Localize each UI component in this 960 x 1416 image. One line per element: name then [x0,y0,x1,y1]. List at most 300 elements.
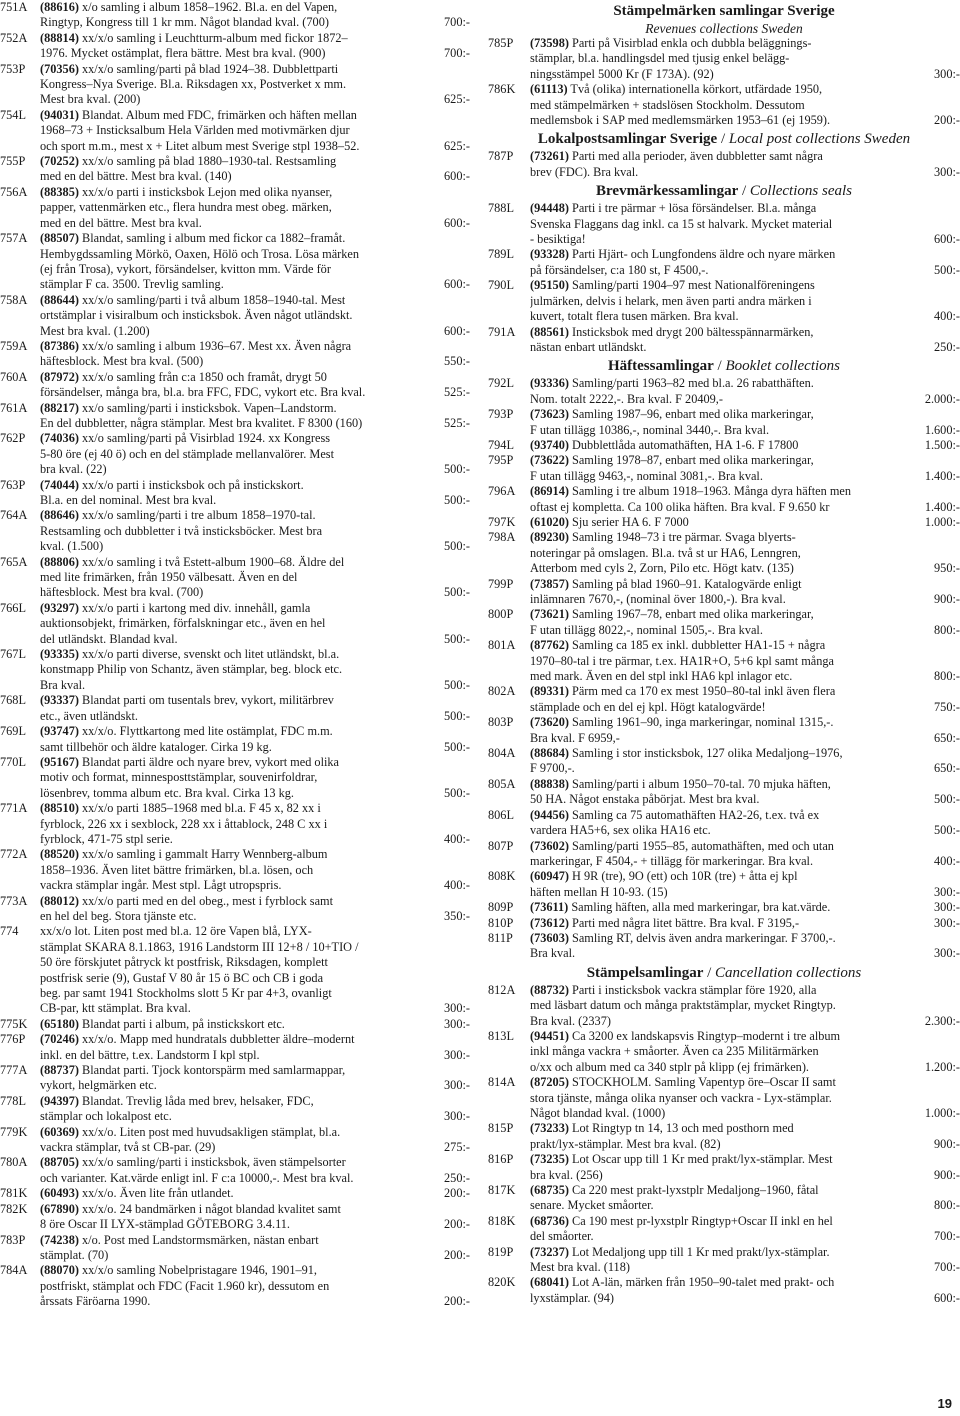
lot-item [488,484,960,515]
lot-text: med läsbart datum och många praktstämplar, mycket Ringtyp. [530,998,836,1013]
lot-text: (74044) xx/x/o parti i insticksbok och på instickskort. [40,477,304,492]
lot-text: motiv och format, minnesposttstämplar, souvenirfoldrar, [40,770,318,785]
lot-line [40,277,470,292]
lot-number: 764A [0,508,28,523]
lot-number: 765A [0,554,28,569]
lot-price: 400:- [934,309,960,324]
lot-price: 600:- [444,169,470,184]
lot-number: 770L [0,754,26,769]
lot-text: årssats Färöarna 1990. [40,1294,151,1309]
lot-line [530,263,960,278]
lot-description [530,1183,960,1214]
lot-price: 800:- [934,622,960,637]
lot-number: 783P [0,1232,26,1247]
lot-number: 791A [488,324,516,339]
lot-number: 762P [0,431,26,446]
lot-line [530,1152,960,1167]
lot-description [40,1263,470,1309]
lot-text: Bra kval. [40,677,86,692]
lot-number: 763P [0,477,26,492]
lot-price: 550:- [444,354,470,369]
lot-line [530,82,960,97]
lot-price: 1.200:- [924,1059,960,1074]
lot-text: (68041) Lot A-län, märken från 1950–90-talet med prakt- och [530,1275,835,1290]
lot-item [0,555,470,601]
lot-line [40,0,470,15]
lot-line [40,1279,470,1294]
lot-text: medlemsbok i SAP med medlemsmärken 1953–61 (ej 1959). [530,113,831,128]
lot-line [40,1001,470,1016]
lot-line [530,438,960,453]
lot-line [40,370,470,385]
lot-text: Ringtyp, Kongress till 1 kr mm. Något blandad kval. (700) [40,15,329,30]
lot-line [530,278,960,293]
lot-price: 950:- [934,561,960,576]
section-heading: Stämpelsamlingar / Cancellation collections [586,964,862,981]
lot-line [40,909,470,924]
lot-line [40,1233,470,1248]
lot-price: 300:- [934,164,960,179]
lot-text: nästan enbart utländskt. [530,339,647,354]
lot-item [0,62,470,108]
lot-item [0,647,470,693]
lot-text: (88705) xx/x/o samling/parti i insticksbok, även stämpelsorter [40,1155,346,1170]
lot-description [530,484,960,515]
lot-line [40,62,470,77]
lot-text: (60493) xx/x/o. Även lite från utlandet. [40,1186,234,1201]
lot-text: (88510) xx/x/o parti 1885–1968 med bl.a. F 45 x, 82 xx i [40,801,321,816]
lot-description [40,1155,470,1186]
lot-line [530,392,960,407]
lot-price: 300:- [934,900,960,915]
lot-description [40,1186,470,1201]
lot-description [40,647,470,693]
lot-line [530,869,960,884]
lot-item [0,1263,470,1309]
lot-description [40,1063,470,1094]
lot-line [40,1078,470,1093]
lot-number: 786K [488,82,516,97]
lot-line [530,983,960,998]
lot-text: (87762) Samling ca 185 ex inkl. dubbletter HA1-15 + några [530,638,826,653]
lot-line [530,340,960,355]
lot-text: (88646) xx/x/o samling/parti i tre album 1858–1970-tal. [40,508,316,523]
lot-line [40,401,470,416]
lot-number: 802A [488,684,516,699]
lot-number: 777A [0,1063,28,1078]
lot-line [40,447,470,462]
lot-item [488,746,960,777]
lot-line [40,1217,470,1232]
lot-line [40,216,470,231]
lot-line [40,570,470,585]
lot-text: prakt/lyx-stämplar. Mest bra kval. (82) [530,1136,721,1151]
lot-line [530,232,960,247]
lot-description [530,1152,960,1183]
lot-price: 1.400:- [924,468,960,483]
lot-line [40,539,470,554]
lot-text: vykort, helgmärken etc. [40,1078,157,1093]
lot-text: Bra kval. [530,946,576,961]
lot-description [40,1125,470,1156]
lot-text: F 9700,-. [530,761,575,776]
lot-price: 500:- [444,631,470,646]
lot-line [530,669,960,684]
lot-price: 500:- [444,462,470,477]
lot-price: 500:- [934,792,960,807]
lot-text: - besiktiga! [530,232,586,247]
lot-item [0,1125,470,1156]
lot-text: F utan tillägg 10386,-, nominal 3440,-. Bra kval. [530,422,770,437]
lot-item [0,1202,470,1233]
lot-item [0,755,470,801]
lot-description [530,607,960,638]
lot-price: 200:- [934,113,960,128]
lot-description [530,746,960,777]
lot-price: 300:- [934,66,960,81]
lot-line [530,715,960,730]
lot-item [488,1029,960,1075]
lot-description [40,724,470,755]
lot-text: inkl. en del bättre, t.ex. Landstorm I kpl stpl. [40,1047,260,1062]
lot-price: 300:- [444,1109,470,1124]
lot-line [40,508,470,523]
lot-text: (65180) Blandat parti i album, på instickskort etc. [40,1016,285,1031]
lot-number: 789L [488,247,514,262]
lot-price: 500:- [444,585,470,600]
lot-number: 820K [488,1275,516,1290]
lot-line [40,1171,470,1186]
lot-number: 807P [488,838,514,853]
lot-text: (93740) Dubblettlåda automathäften, HA 1-6. F 17800 [530,437,799,452]
lot-text: häftesblock. Mest bra kval. (500) [40,354,204,369]
lot-number: 754L [0,107,26,122]
lot-price: 900:- [934,1167,960,1182]
lot-item [488,376,960,407]
lot-price: 650:- [934,761,960,776]
lot-number: 775K [0,1016,28,1031]
lot-item [488,777,960,808]
lot-number: 785P [488,36,514,50]
lot-line [530,808,960,823]
lot-price: 275:- [444,1140,470,1155]
lot-price: 300:- [444,1016,470,1031]
lot-text: (73621) Samling 1967–78, enbart med olika markeringar, [530,607,814,622]
lot-line [530,1014,960,1029]
lot-line [530,1183,960,1198]
lot-description [530,376,960,407]
lot-number: 766L [0,600,26,615]
lot-text: (88616) x/o samling i album 1858–1962. Bl.a. en del Vapen, [40,0,338,14]
lot-text: samt tillbehör och äldre kataloger. Cirka 19 kg. [40,739,272,754]
lot-text: 1858–1936. Även litet bättre frimärken, bl.a. lösen, och [40,862,314,877]
lot-number: 811P [488,930,513,945]
lot-item [0,339,470,370]
lot-line [530,1275,960,1290]
lot-description [530,407,960,438]
lot-description [530,82,960,128]
lot-line [40,247,470,262]
lot-description [530,247,960,278]
lot-item [0,31,470,62]
lot-number: 795P [488,453,514,468]
lot-description [530,1075,960,1121]
lot-text: häften mellan H 10-93. (15) [530,884,668,899]
lot-text: 8 öre Oscar II LYX-stämplad GÖTEBORG 3.4.11. [40,1217,291,1232]
lot-description [530,515,960,530]
lot-text: (88385) xx/x/o parti i insticksbok Lejon med olika nyanser, [40,184,333,199]
lot-line [40,955,470,970]
lot-description [530,839,960,870]
lot-text: på försändelser, c:a 180 st, F 4500,-. [530,262,709,277]
lot-line [40,431,470,446]
lot-line [530,165,960,180]
lot-text: postfrisk serie (9), Gustaf V 80 år 15 ö BC och CB i goda [40,970,324,985]
lot-line [40,92,470,107]
lot-text: (94456) Samling ca 75 automathäften HA2-26, t.ex. två ex [530,807,820,822]
lot-price: 500:- [444,493,470,507]
lot-line [40,139,470,154]
lot-item [488,247,960,278]
lot-price: 1.400:- [924,499,960,514]
lot-price: 750:- [934,699,960,714]
lot-item [488,1245,960,1276]
lot-description [40,108,470,154]
left-column [0,0,470,1310]
lot-description [40,693,470,724]
lot-number: 759A [0,338,28,353]
lot-line [40,740,470,755]
lot-number: 787P [488,149,514,164]
lot-item [0,185,470,231]
lot-line [40,185,470,200]
lot-number: 814A [488,1075,516,1090]
lot-description [40,1032,470,1063]
lot-line [530,1060,960,1075]
lot-text: (89331) Pärm med ca 170 ex mest 1950–80-tal inkl även flera [530,684,836,699]
lot-description [530,1214,960,1245]
lot-text: (87386) xx/x/o samling i album 1936–67. Mest xx. Även några [40,338,352,353]
lot-line [40,616,470,631]
lot-price: 250:- [444,1170,470,1185]
lot-line [40,1155,470,1170]
lot-price: 650:- [934,730,960,745]
lot-line [530,1137,960,1152]
lot-text: (70356) xx/x/o samling/parti på blad 1924–38. Dubblettparti [40,61,339,76]
lot-price: 625:- [444,92,470,107]
lot-number: 800P [488,607,514,622]
lot-text: fyrblock, 226 xx i sexblock, 228 xx i åttablock, 248 C xx i [40,816,328,831]
lot-line [40,339,470,354]
lot-text: med mark. Även en del stpl inkl HA6 kpl inlagor etc. [530,669,793,684]
lot-text: (70252) xx/x/o samling på blad 1880–1930-tal. Restsamling [40,154,337,169]
lot-line [40,1109,470,1124]
lot-line [530,469,960,484]
lot-item [488,1121,960,1152]
lot-number: 793P [488,407,514,422]
lot-text: (73611) Samling häften, alla med markeringar, bra kat.värde. [530,900,831,915]
section-title-english: Cancellation collections [715,964,862,981]
lot-description [40,601,470,647]
lot-line [40,555,470,570]
section-title-swedish: Stämpelsamlingar [586,964,704,981]
lot-line [530,792,960,807]
lot-line [40,940,470,955]
lot-line [530,916,960,931]
lot-line [530,530,960,545]
lot-price: 600:- [444,323,470,338]
lot-text: Mest bra kval. (1.200) [40,323,150,338]
lot-line [530,98,960,113]
lot-text: (73603) Samling RT, delvis även andra markeringar. F 3700,-. [530,930,836,945]
lot-description [40,370,470,401]
lot-text: kval. (1.500) [40,539,104,554]
lot-price: 300:- [444,1078,470,1093]
lot-number: 774 [0,924,19,939]
lot-price: 1.500:- [924,437,960,452]
lot-text: (68735) Ca 220 mest prakt-lyxstplr Medaljong–1960, fåtal [530,1183,819,1198]
lot-text: (93328) Parti Hjärt- och Lungfondens äldre och nyare märken [530,247,836,262]
lot-line [530,654,960,669]
lot-item [0,1094,470,1125]
lot-price: 900:- [934,592,960,606]
lot-description [40,185,470,231]
lot-item [488,149,960,180]
lot-description [530,808,960,839]
lot-text: (73233) Lot Ringtyp tn 14, 13 och med posthorn med [530,1121,794,1136]
lot-number: 815P [488,1121,514,1136]
lot-item [0,693,470,724]
lot-number: 752A [0,30,28,45]
lot-description [40,555,470,601]
lot-item [488,1075,960,1121]
lot-price: 500:- [934,262,960,277]
lot-text: (88644) xx/x/o samling/parti i två album 1858–1940-tal. Mest [40,292,346,307]
lot-item [0,231,470,293]
lot-price: 800:- [934,669,960,684]
lot-line [40,678,470,693]
lot-line [530,423,960,438]
lot-text: fyrblock, 471-75 stpl serie. [40,831,173,846]
lot-item [0,108,470,154]
lot-text: auktionsobjekt, frimärken, förfalskningar etc., även en hel [40,616,326,631]
lot-line [40,601,470,616]
lot-item [0,924,470,1016]
lot-description [40,1094,470,1125]
lot-line [530,777,960,792]
lot-description [530,638,960,684]
lot-price: 525:- [444,385,470,400]
lot-line [530,1106,960,1121]
lot-description [530,983,960,1029]
lot-number: 751A [0,0,28,14]
lot-description [40,231,470,293]
lot-description [40,401,470,432]
lot-line [530,515,960,530]
lot-description [530,1121,960,1152]
lot-item [0,847,470,893]
lot-price: 600:- [934,232,960,247]
lot-price: 200:- [444,1247,470,1262]
lot-line [40,847,470,862]
lot-number: 799P [488,576,514,591]
lot-number: 776P [0,1032,26,1047]
lot-number: 818K [488,1213,516,1228]
lot-line [530,1260,960,1275]
lot-line [40,31,470,46]
lot-description [40,478,470,509]
lot-price: 600:- [934,1290,960,1305]
lot-description [530,1029,960,1075]
lot-number: 753P [0,61,26,76]
lot-description [530,1245,960,1276]
lot-description [530,931,960,962]
lot-item [488,438,960,453]
lot-item [488,1183,960,1214]
lot-description [40,847,470,893]
lot-line [530,1091,960,1106]
lot-item [0,601,470,647]
lot-line [530,746,960,761]
lot-line [530,607,960,622]
lot-text: (88806) xx/x/o samling i två Estett-album 1900–68. Äldre del [40,554,345,569]
lot-text: 5-80 öre (ej 40 ö) och en del stämplade mellanvalörer. Mest [40,446,335,461]
lot-line [530,309,960,324]
lot-number: 779K [0,1124,28,1139]
lot-text: ortstämplar i visiralbum och insticksbok. Även något utländskt. [40,308,353,323]
lot-number: 782K [0,1201,28,1216]
lot-text: (73612) Parti med några litet bättre. Bra kval. F 3195,- [530,915,800,930]
lot-text: (88838) Samling/parti i album 1950–70-tal. 70 mjuka häften, [530,776,831,791]
lot-description [40,924,470,1016]
lot-item [0,1186,470,1201]
lot-text: (88507) Blandat, samling i album med fickor ca 1882–framåt. [40,231,346,246]
lot-text: Något blandad kval. (1000) [530,1106,666,1120]
lot-item [0,293,470,339]
lot-line [40,786,470,801]
lot-description [40,154,470,185]
lot-text: (68736) Ca 190 mest pr-lyxstplr Ringtyp+Oscar II inkl en hel [530,1213,833,1228]
lot-text: bra kval. (256) [530,1167,603,1182]
lot-line [530,854,960,869]
section-subtitle: Revenues collections Sweden [645,21,803,36]
lot-text: (88520) xx/x/o samling i gammalt Harry Wennberg-album [40,847,328,862]
lot-line [530,839,960,854]
lot-line [530,900,960,915]
lot-description [530,453,960,484]
lot-line [530,113,960,128]
lot-price: 2.300:- [924,1013,960,1028]
lot-item [0,0,470,31]
lot-number: 813L [488,1028,514,1043]
lot-text: (73237) Lot Medaljong upp till 1 Kr med prakt/lyx-stämplar. [530,1244,830,1259]
lot-line [40,123,470,138]
lot-line [530,998,960,1013]
lot-number: 805A [488,776,516,791]
lot-text: Bra kval. F 6959,- [530,730,620,745]
lot-line [40,493,470,508]
lot-line [40,324,470,339]
section-heading: Lokalpostsamlingar Sverige / Local post collections Sweden [537,131,911,148]
lot-text: Kongress–Nya Sverige. Bl.a. Riksdagen xx, Postverket x mm. [40,77,347,92]
lot-line [530,1229,960,1244]
lot-description [530,201,960,247]
lot-text: Nom. totalt 2222,-. Bra kval. F 20409,- [530,391,723,406]
lot-description [40,31,470,62]
lot-text: postfriskt, stämplat och FDC (Facit 1.960 kr), dessutom en [40,1278,330,1293]
section-title-english: Local post collections Sweden [728,131,911,148]
lot-price: 700:- [444,46,470,61]
